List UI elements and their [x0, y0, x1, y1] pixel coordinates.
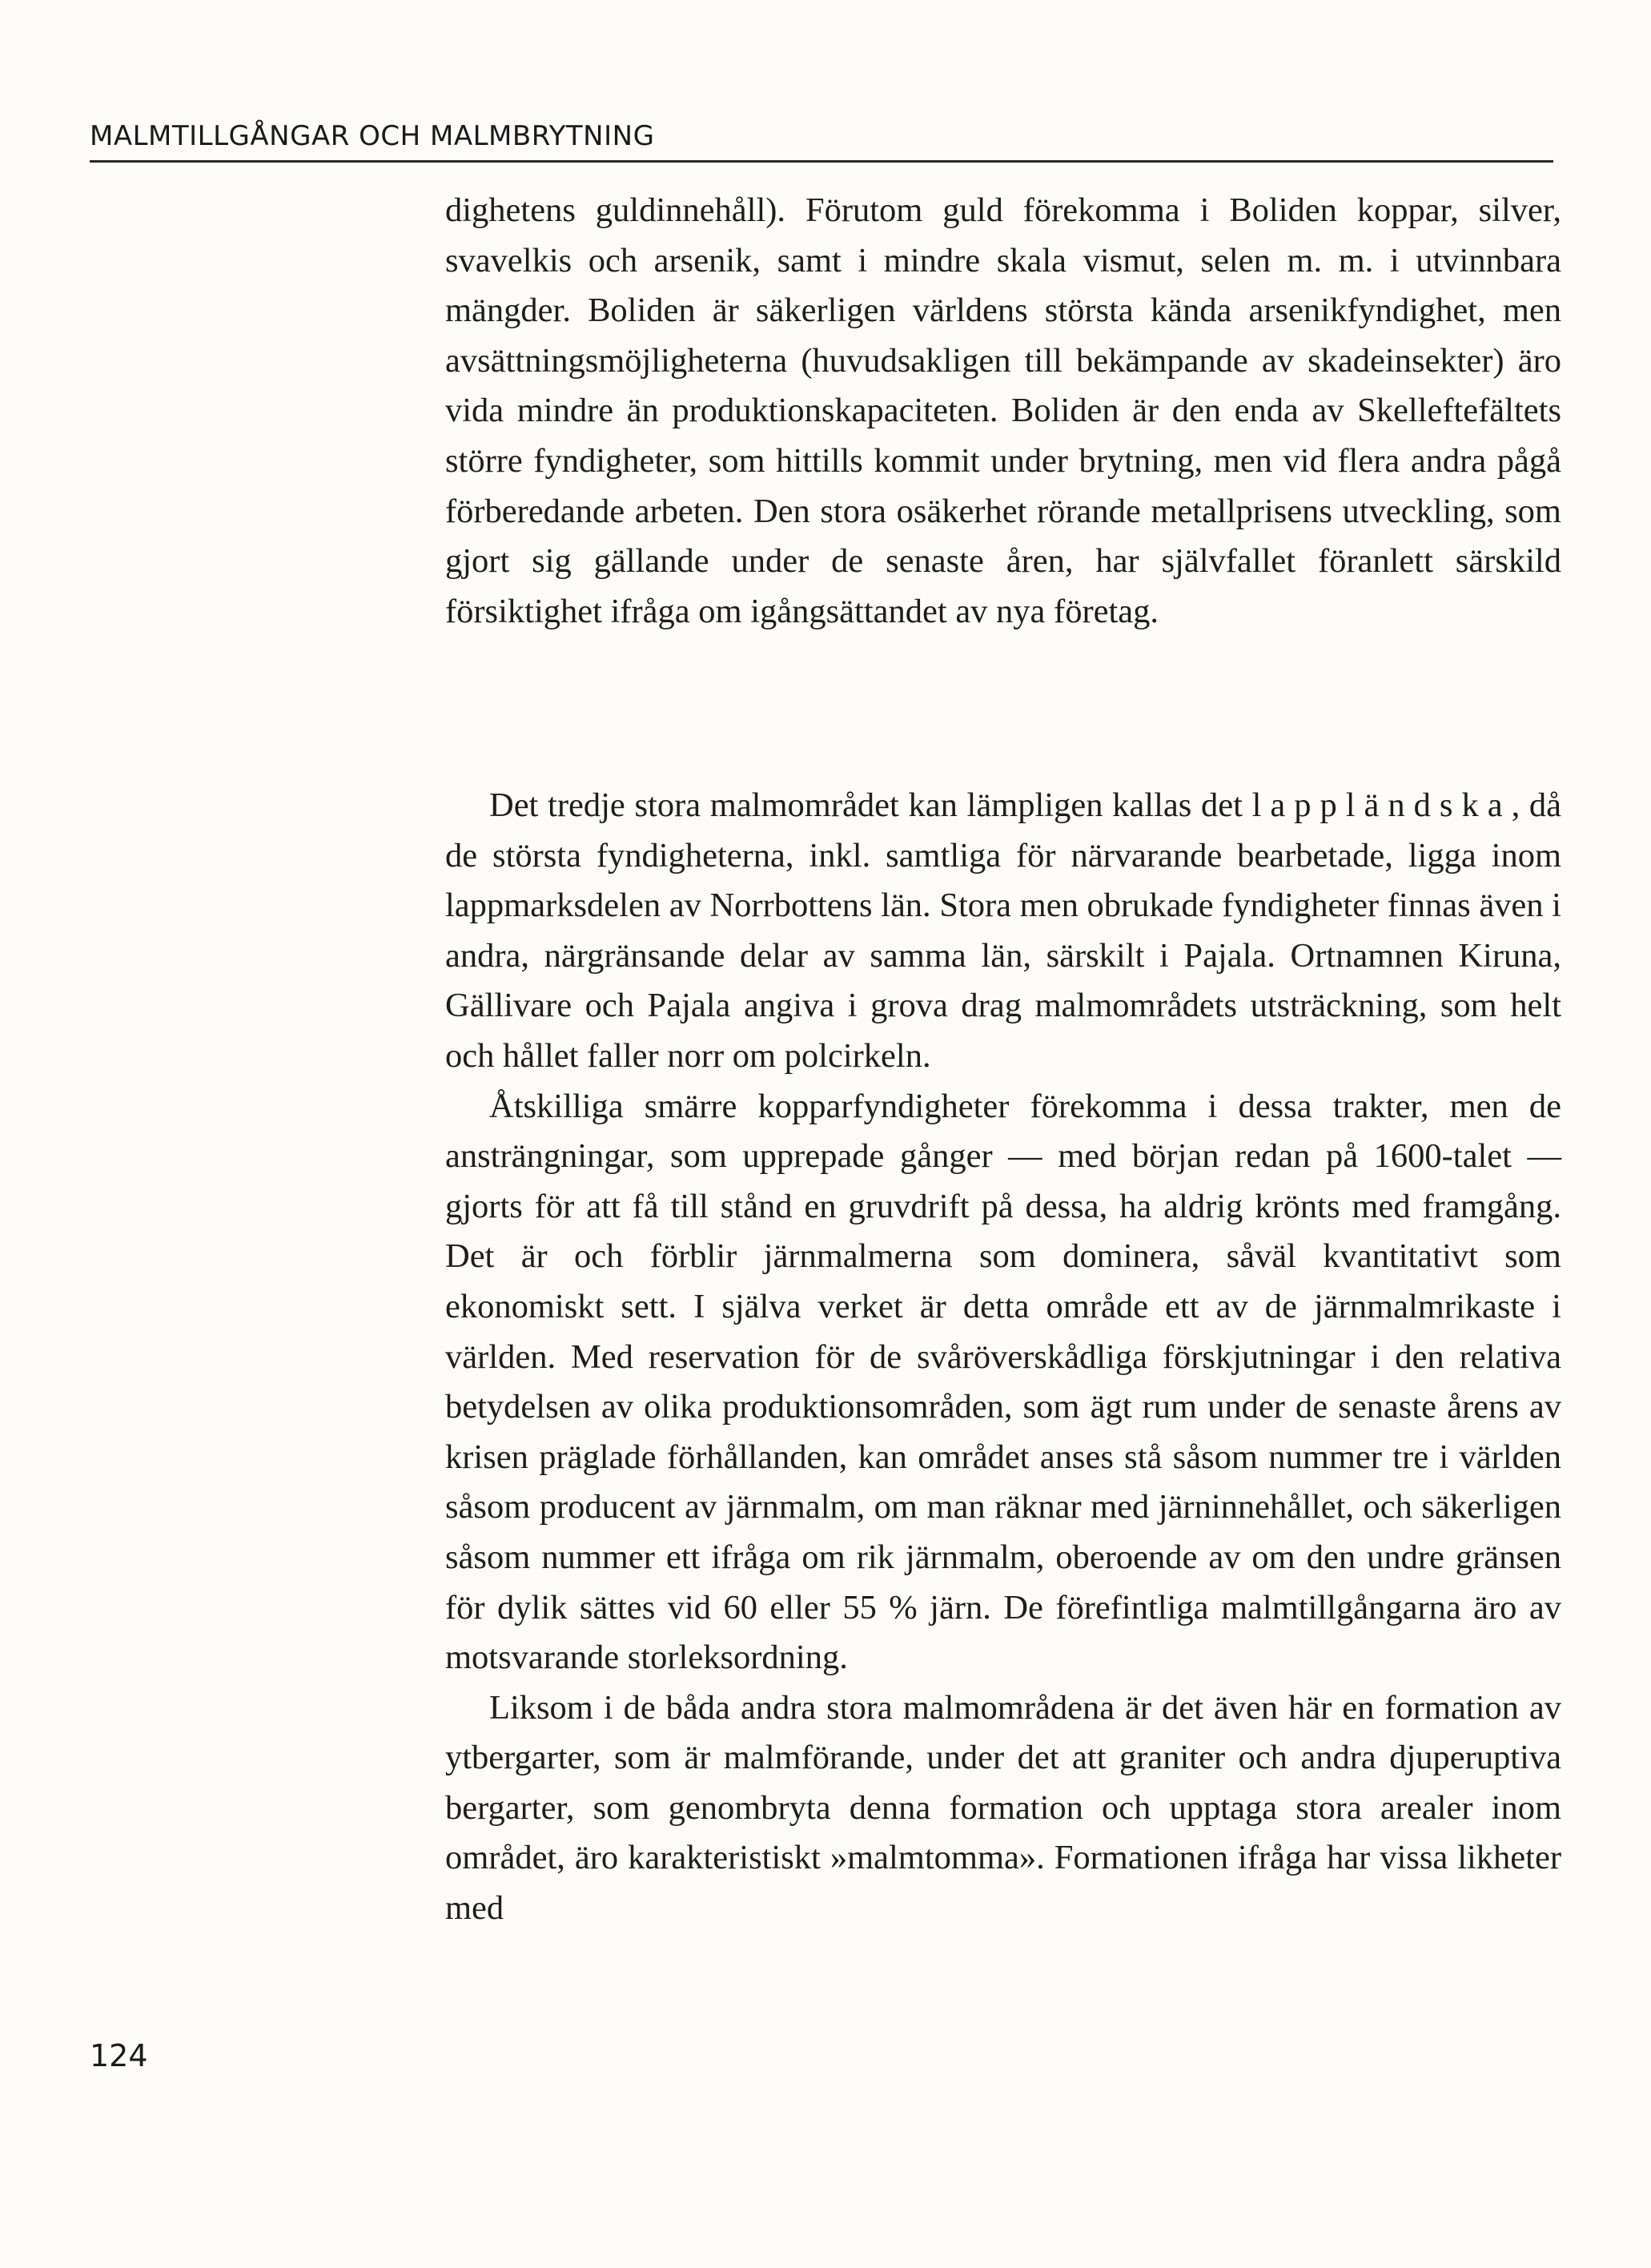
running-head: MALMTILLGÅNGAR OCH MALMBRYTNING — [90, 120, 655, 152]
body-text-upper — [445, 186, 1561, 637]
paragraph-formation: Liksom i de båda andra stora malmområdena är det även här en formation av ytbergarter, som är malmförande, under det att graniter och andra djuperuptiva bergarter, som genombryta denna formation och upptaga stora arealer inom området, äro karakteristiskt »malmtomma». Formationen ifråga har vissa likheter med — [445, 1688, 1561, 1928]
paragraph-tail-text: , då de största fyndigheterna, inkl. samtliga för närvarande bearbetade, ligga inom lappmarksdelen av Norrbottens län. Stora men obrukade fyndigheter finnas även i andra, närgränsande delar av samma län, särskilt i Pajala. Ortnamnen Kiruna, Gällivare och Pajala angiva i grova drag malmområdets utsträckning, som helt och hållet faller norr om polcirkeln. — [445, 786, 1561, 1075]
paragraph-lead-text: Det tredje stora malmområdet kan lämpligen kallas det — [489, 786, 1252, 824]
spaced-emphasis: lappländska — [1251, 786, 1512, 824]
paragraph-lappland-intro — [445, 781, 1561, 1082]
paragraph-continuation: dighetens guldinnehåll). Förutom guld förekomma i Boliden koppar, silver, svavelkis och arsenik, samt i mindre skala vismut, selen m. m. i utvinnbara mängder. Boliden är säkerligen världens största kända arsenikfyndighet, men avsättningsmöjligheterna (huvudsakligen till bekämpande av skadeinsekter) äro vida mindre än produktionskapaciteten. Boliden är den enda av Skelleftefältets större fyndigheter, som hittills kommit under brytning, men vid flera andra pågå förberedande arbeten. Den stora osäkerhet rörande metallprisens utveckling, som gjort sig gällande under de senaste åren, har självfallet föranlett särskild försiktighet ifråga om igångsättandet av nya företag. — [445, 191, 1561, 630]
paragraph-copper-iron: Åtskilliga smärre kopparfyndigheter förekomma i dessa trakter, men de ansträngningar, som upprepade gånger — med början redan på 1600-talet — gjorts för att få till stånd en gruvdrift på dessa, ha aldrig krönts med framgång. Det är och förblir järnmalmerna som dominera, såväl kvantitativt som ekonomiskt sett. I själva verket är detta område ett av de järnmalmrikaste i världen. Med reservation för de svåröverskådliga förskjutningar i den relativa betydelsen av olika produktionsområden, som ägt rum under de senaste årens av krisen präglade förhållanden, kan området anses stå såsom nummer tre i världen såsom producent av järnmalm, om man räknar med järninnehållet, och säkerligen såsom nummer ett ifråga om rik järnmalm, oberoende av om den undre gränsen för dylik sättes vid 60 eller 55 % järn. De förefintliga malmtillgångarna äro av motsvarande storleksordning. — [445, 1087, 1561, 1677]
page-number: 124 — [90, 2038, 148, 2073]
header-rule — [90, 160, 1553, 163]
body-text-lower — [445, 781, 1561, 1934]
